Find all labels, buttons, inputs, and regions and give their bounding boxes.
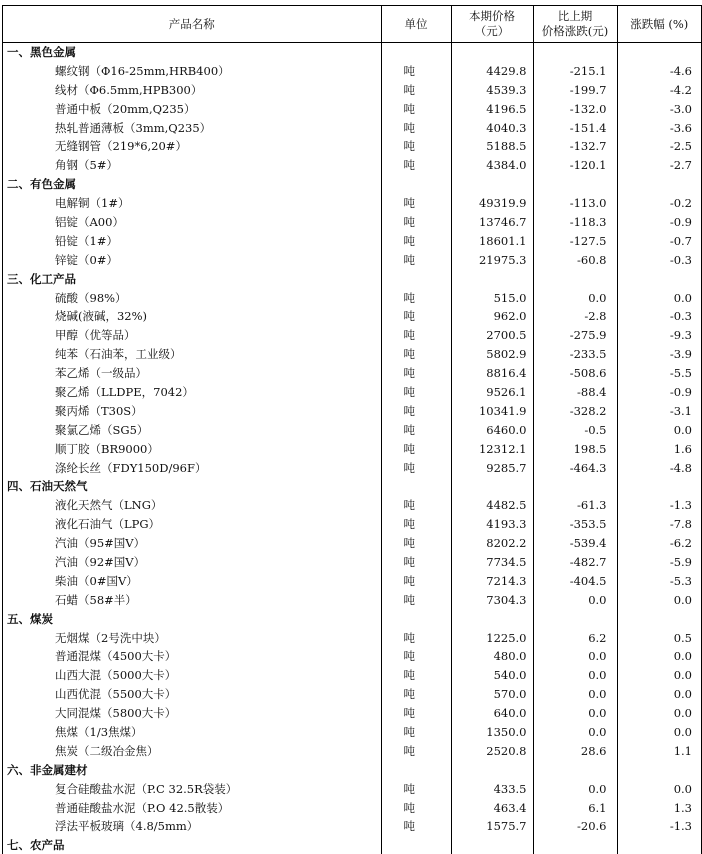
table-row xyxy=(3,80,701,99)
pct-cell xyxy=(617,477,701,496)
change-cell: 0.0 xyxy=(533,685,617,704)
pct-cell: -0.3 xyxy=(617,307,701,326)
unit-cell xyxy=(381,43,451,62)
change-cell: -61.3 xyxy=(533,496,617,515)
unit-cell: 吨 xyxy=(381,231,451,250)
product-name-cell: 汽油（92#国Ⅴ） xyxy=(55,554,146,569)
unit-cell: 吨 xyxy=(381,704,451,723)
unit-cell: 吨 xyxy=(381,628,451,647)
price-cell: 4429.8 xyxy=(451,61,533,80)
product-name-cell: 复合硅酸盐水泥（P.C 32.5R袋装） xyxy=(55,781,238,796)
pct-cell: 0.0 xyxy=(617,685,701,704)
table-row xyxy=(3,515,701,534)
price-cell: 8816.4 xyxy=(451,364,533,383)
product-name-cell: 汽油（95#国Ⅴ） xyxy=(55,536,146,551)
price-cell: 463.4 xyxy=(451,798,533,817)
unit-cell: 吨 xyxy=(381,213,451,232)
pct-cell: -3.6 xyxy=(617,118,701,137)
price-cell: 5188.5 xyxy=(451,137,533,156)
unit-cell: 吨 xyxy=(381,741,451,760)
price-cell: 9285.7 xyxy=(451,458,533,477)
change-cell: 0.0 xyxy=(533,647,617,666)
price-cell: 1225.0 xyxy=(451,628,533,647)
price-cell: 7304.3 xyxy=(451,590,533,609)
unit-cell xyxy=(381,477,451,496)
table-row xyxy=(3,364,701,383)
table-row xyxy=(3,250,701,269)
table-row xyxy=(3,439,701,458)
unit-cell: 吨 xyxy=(381,326,451,345)
product-name-cell: 涤纶长丝（FDY150D/96F） xyxy=(55,460,207,475)
pct-cell: -0.7 xyxy=(617,231,701,250)
unit-cell xyxy=(381,175,451,194)
pct-cell: -6.2 xyxy=(617,534,701,553)
change-cell: 28.6 xyxy=(533,741,617,760)
pct-cell xyxy=(617,609,701,628)
pct-cell: 0.0 xyxy=(617,420,701,439)
table-row xyxy=(3,590,701,609)
change-cell: 0.0 xyxy=(533,666,617,685)
pct-cell: 1.6 xyxy=(617,439,701,458)
product-name-cell: 聚乙烯（LLDPE，7042） xyxy=(55,384,194,399)
change-cell: 0.0 xyxy=(533,723,617,742)
change-cell: -508.6 xyxy=(533,364,617,383)
product-name-cell: 普通中板（20mm,Q235） xyxy=(55,101,196,116)
change-cell: 6.2 xyxy=(533,628,617,647)
unit-cell: 吨 xyxy=(381,666,451,685)
price-cell xyxy=(451,175,533,194)
price-cell: 21975.3 xyxy=(451,250,533,269)
change-cell: -132.7 xyxy=(533,137,617,156)
change-cell: -482.7 xyxy=(533,553,617,572)
table-row xyxy=(3,779,701,798)
price-cell: 49319.9 xyxy=(451,194,533,213)
product-name-cell: 纯苯（石油苯，工业级） xyxy=(55,347,182,362)
change-cell: -0.5 xyxy=(533,420,617,439)
price-cell: 570.0 xyxy=(451,685,533,704)
category-row xyxy=(3,269,701,288)
product-name-cell: 柴油（0#国Ⅴ） xyxy=(55,573,138,588)
pct-cell: 1.3 xyxy=(617,798,701,817)
price-cell: 2520.8 xyxy=(451,741,533,760)
category-row xyxy=(3,609,701,628)
unit-cell: 吨 xyxy=(381,590,451,609)
unit-cell xyxy=(381,269,451,288)
price-cell xyxy=(451,269,533,288)
unit-cell: 吨 xyxy=(381,647,451,666)
table-row xyxy=(3,156,701,175)
product-name-cell: 角钢（5#） xyxy=(55,158,118,173)
change-cell: -127.5 xyxy=(533,231,617,250)
table-row xyxy=(3,817,701,836)
price-cell xyxy=(451,760,533,779)
change-cell: -199.7 xyxy=(533,80,617,99)
unit-cell: 吨 xyxy=(381,99,451,118)
unit-cell: 吨 xyxy=(381,307,451,326)
pct-cell xyxy=(617,175,701,194)
pct-cell: -4.6 xyxy=(617,61,701,80)
price-cell: 8202.2 xyxy=(451,534,533,553)
change-cell xyxy=(533,760,617,779)
change-cell: -404.5 xyxy=(533,571,617,590)
product-name-cell: 普通混煤（4500大卡） xyxy=(55,649,177,664)
table-row xyxy=(3,420,701,439)
table-row xyxy=(3,288,701,307)
unit-cell xyxy=(381,609,451,628)
change-cell: -113.0 xyxy=(533,194,617,213)
price-cell: 480.0 xyxy=(451,647,533,666)
price-cell: 515.0 xyxy=(451,288,533,307)
table-row xyxy=(3,326,701,345)
unit-cell: 吨 xyxy=(381,156,451,175)
unit-cell: 吨 xyxy=(381,118,451,137)
price-cell: 13746.7 xyxy=(451,213,533,232)
product-name-cell: 普通硅酸盐水泥（P.O 42.5散装） xyxy=(55,800,230,815)
product-name-cell: 六、非金属建材 xyxy=(7,762,88,777)
pct-cell xyxy=(617,836,701,854)
price-cell: 12312.1 xyxy=(451,439,533,458)
unit-cell: 吨 xyxy=(381,194,451,213)
change-cell: 6.1 xyxy=(533,798,617,817)
pct-cell: 0.0 xyxy=(617,704,701,723)
header-price-line2: （元） xyxy=(474,24,510,38)
pct-cell xyxy=(617,43,701,62)
price-cell: 1575.7 xyxy=(451,817,533,836)
product-name-cell: 山西大混（5000大卡） xyxy=(55,668,177,683)
pct-cell: -2.7 xyxy=(617,156,701,175)
product-name-cell: 浮法平板玻璃（4.8/5mm） xyxy=(55,819,199,834)
unit-cell: 吨 xyxy=(381,571,451,590)
price-cell: 640.0 xyxy=(451,704,533,723)
product-name-cell: 无烟煤（2号洗中块） xyxy=(55,630,166,645)
price-table-container xyxy=(2,5,702,854)
pct-cell: -0.3 xyxy=(617,250,701,269)
change-cell: -539.4 xyxy=(533,534,617,553)
product-name-cell: 石蜡（58#半） xyxy=(55,592,137,607)
table-row xyxy=(3,213,701,232)
table-row xyxy=(3,553,701,572)
pct-cell: -1.3 xyxy=(617,817,701,836)
price-cell xyxy=(451,609,533,628)
price-cell: 433.5 xyxy=(451,779,533,798)
pct-cell xyxy=(617,269,701,288)
table-row xyxy=(3,61,701,80)
pct-cell: 0.0 xyxy=(617,590,701,609)
change-cell: -151.4 xyxy=(533,118,617,137)
product-name-cell: 锌锭（0#） xyxy=(55,252,118,267)
header-unit: 单位 xyxy=(381,6,451,43)
header-change-line2: 价格涨跌(元) xyxy=(541,24,609,38)
pct-cell: 0.0 xyxy=(617,647,701,666)
unit-cell: 吨 xyxy=(381,420,451,439)
table-row xyxy=(3,194,701,213)
unit-cell: 吨 xyxy=(381,80,451,99)
table-row xyxy=(3,118,701,137)
change-cell: -120.1 xyxy=(533,156,617,175)
table-row xyxy=(3,99,701,118)
pct-cell: -9.3 xyxy=(617,326,701,345)
pct-cell: -4.8 xyxy=(617,458,701,477)
product-name-cell: 热轧普通薄板（3mm,Q235） xyxy=(55,120,212,135)
change-cell: -60.8 xyxy=(533,250,617,269)
table-row xyxy=(3,534,701,553)
product-name-cell: 螺纹钢（Φ16-25mm,HRB400） xyxy=(55,63,230,78)
table-row xyxy=(3,798,701,817)
price-table xyxy=(3,5,701,854)
product-name-cell: 四、石油天然气 xyxy=(7,479,88,494)
product-name-cell: 烧碱(液碱，32%) xyxy=(55,309,148,324)
unit-cell: 吨 xyxy=(381,723,451,742)
product-name-cell: 液化石油气（LPG） xyxy=(55,517,161,532)
change-cell: 198.5 xyxy=(533,439,617,458)
table-row xyxy=(3,685,701,704)
unit-cell xyxy=(381,760,451,779)
product-name-cell: 顺丁胶（BR9000） xyxy=(55,441,159,456)
table-row xyxy=(3,137,701,156)
product-name-cell: 焦炭（二级冶金焦） xyxy=(55,743,159,758)
price-cell xyxy=(451,477,533,496)
price-cell: 1350.0 xyxy=(451,723,533,742)
pct-cell xyxy=(617,760,701,779)
product-name-cell: 焦煤（1/3焦煤） xyxy=(55,725,143,739)
change-cell: -2.8 xyxy=(533,307,617,326)
product-name-cell: 一、黑色金属 xyxy=(7,45,76,60)
product-name-cell: 苯乙烯（一级品） xyxy=(55,366,147,381)
pct-cell: 0.0 xyxy=(617,288,701,307)
table-row xyxy=(3,496,701,515)
price-cell: 5802.9 xyxy=(451,345,533,364)
product-name-cell: 聚丙烯（T30S） xyxy=(55,403,143,418)
unit-cell: 吨 xyxy=(381,458,451,477)
category-row xyxy=(3,43,701,62)
price-cell: 4196.5 xyxy=(451,99,533,118)
unit-cell: 吨 xyxy=(381,345,451,364)
category-row xyxy=(3,836,701,854)
pct-cell: -0.9 xyxy=(617,213,701,232)
table-row xyxy=(3,666,701,685)
unit-cell: 吨 xyxy=(381,515,451,534)
product-name-cell: 聚氯乙烯（SG5） xyxy=(55,422,149,437)
category-row xyxy=(3,477,701,496)
unit-cell: 吨 xyxy=(381,496,451,515)
table-body xyxy=(3,43,701,854)
pct-cell: -4.2 xyxy=(617,80,701,99)
change-cell: -20.6 xyxy=(533,817,617,836)
change-cell: 0.0 xyxy=(533,590,617,609)
unit-cell: 吨 xyxy=(381,553,451,572)
product-name-cell: 硫酸（98%） xyxy=(55,290,127,305)
pct-cell: 1.1 xyxy=(617,741,701,760)
unit-cell: 吨 xyxy=(381,534,451,553)
unit-cell: 吨 xyxy=(381,364,451,383)
change-cell: -215.1 xyxy=(533,61,617,80)
pct-cell: -5.5 xyxy=(617,364,701,383)
change-cell xyxy=(533,175,617,194)
unit-cell: 吨 xyxy=(381,779,451,798)
table-row xyxy=(3,723,701,742)
price-cell: 7214.3 xyxy=(451,571,533,590)
pct-cell: -3.1 xyxy=(617,401,701,420)
table-row xyxy=(3,571,701,590)
table-row xyxy=(3,628,701,647)
product-name-cell: 七、农产品 xyxy=(7,838,65,853)
product-name-cell: 二、有色金属 xyxy=(7,177,76,192)
price-cell: 540.0 xyxy=(451,666,533,685)
pct-cell: 0.0 xyxy=(617,723,701,742)
unit-cell: 吨 xyxy=(381,685,451,704)
category-row xyxy=(3,175,701,194)
pct-cell: -3.0 xyxy=(617,99,701,118)
change-cell xyxy=(533,836,617,854)
change-cell: -464.3 xyxy=(533,458,617,477)
header-change-line1: 比上期 xyxy=(557,9,593,23)
price-cell: 7734.5 xyxy=(451,553,533,572)
pct-cell: 0.0 xyxy=(617,779,701,798)
price-cell: 962.0 xyxy=(451,307,533,326)
pct-cell: -0.2 xyxy=(617,194,701,213)
price-cell: 18601.1 xyxy=(451,231,533,250)
header-pct: 涨跌幅 (%) xyxy=(617,6,701,43)
price-cell: 4193.3 xyxy=(451,515,533,534)
table-row xyxy=(3,741,701,760)
product-name-cell: 液化天然气（LNG） xyxy=(55,498,163,513)
unit-cell: 吨 xyxy=(381,383,451,402)
pct-cell: -5.9 xyxy=(617,553,701,572)
unit-cell: 吨 xyxy=(381,798,451,817)
change-cell: 0.0 xyxy=(533,288,617,307)
pct-cell: 0.5 xyxy=(617,628,701,647)
product-name-cell: 五、煤炭 xyxy=(7,611,53,626)
unit-cell xyxy=(381,836,451,854)
header-change xyxy=(533,6,617,43)
change-cell: -118.3 xyxy=(533,213,617,232)
change-cell: 0.0 xyxy=(533,704,617,723)
product-name-cell: 三、化工产品 xyxy=(7,271,76,286)
change-cell: -328.2 xyxy=(533,401,617,420)
price-cell: 4040.3 xyxy=(451,118,533,137)
table-row xyxy=(3,401,701,420)
product-name-cell: 无缝钢管（219*6,20#） xyxy=(55,139,187,154)
pct-cell: 0.0 xyxy=(617,666,701,685)
price-cell xyxy=(451,836,533,854)
pct-cell: -2.5 xyxy=(617,137,701,156)
product-name-cell: 甲醇（优等品） xyxy=(55,328,136,343)
unit-cell: 吨 xyxy=(381,439,451,458)
product-name-cell: 铅锭（1#） xyxy=(55,233,118,248)
pct-cell: -0.9 xyxy=(617,383,701,402)
category-row xyxy=(3,760,701,779)
unit-cell: 吨 xyxy=(381,288,451,307)
change-cell xyxy=(533,609,617,628)
product-name-cell: 大同混煤（5800大卡） xyxy=(55,706,177,721)
price-cell: 10341.9 xyxy=(451,401,533,420)
product-name-cell: 电解铜（1#） xyxy=(55,196,130,211)
table-row xyxy=(3,345,701,364)
change-cell: -132.0 xyxy=(533,99,617,118)
table-header xyxy=(3,6,701,43)
header-product-name: 产品名称 xyxy=(3,6,381,43)
change-cell xyxy=(533,269,617,288)
unit-cell: 吨 xyxy=(381,401,451,420)
unit-cell: 吨 xyxy=(381,61,451,80)
price-cell: 4384.0 xyxy=(451,156,533,175)
table-row xyxy=(3,231,701,250)
table-row xyxy=(3,458,701,477)
change-cell: -275.9 xyxy=(533,326,617,345)
pct-cell: -7.8 xyxy=(617,515,701,534)
pct-cell: -1.3 xyxy=(617,496,701,515)
change-cell xyxy=(533,477,617,496)
product-name-cell: 铝锭（A00） xyxy=(55,214,124,229)
unit-cell: 吨 xyxy=(381,250,451,269)
price-cell xyxy=(451,43,533,62)
change-cell: -353.5 xyxy=(533,515,617,534)
table-row xyxy=(3,307,701,326)
price-cell: 6460.0 xyxy=(451,420,533,439)
change-cell xyxy=(533,43,617,62)
change-cell: -88.4 xyxy=(533,383,617,402)
table-row xyxy=(3,647,701,666)
header-price-line1: 本期价格 xyxy=(469,9,515,23)
table-row xyxy=(3,704,701,723)
product-name-cell: 山西优混（5500大卡） xyxy=(55,687,177,702)
price-cell: 2700.5 xyxy=(451,326,533,345)
price-cell: 9526.1 xyxy=(451,383,533,402)
header-price xyxy=(451,6,533,43)
unit-cell: 吨 xyxy=(381,817,451,836)
product-name-cell: 线材（Φ6.5mm,HPB300） xyxy=(55,82,203,97)
pct-cell: -3.9 xyxy=(617,345,701,364)
change-cell: 0.0 xyxy=(533,779,617,798)
unit-cell: 吨 xyxy=(381,137,451,156)
price-cell: 4539.3 xyxy=(451,80,533,99)
table-row xyxy=(3,383,701,402)
pct-cell: -5.3 xyxy=(617,571,701,590)
price-cell: 4482.5 xyxy=(451,496,533,515)
change-cell: -233.5 xyxy=(533,345,617,364)
